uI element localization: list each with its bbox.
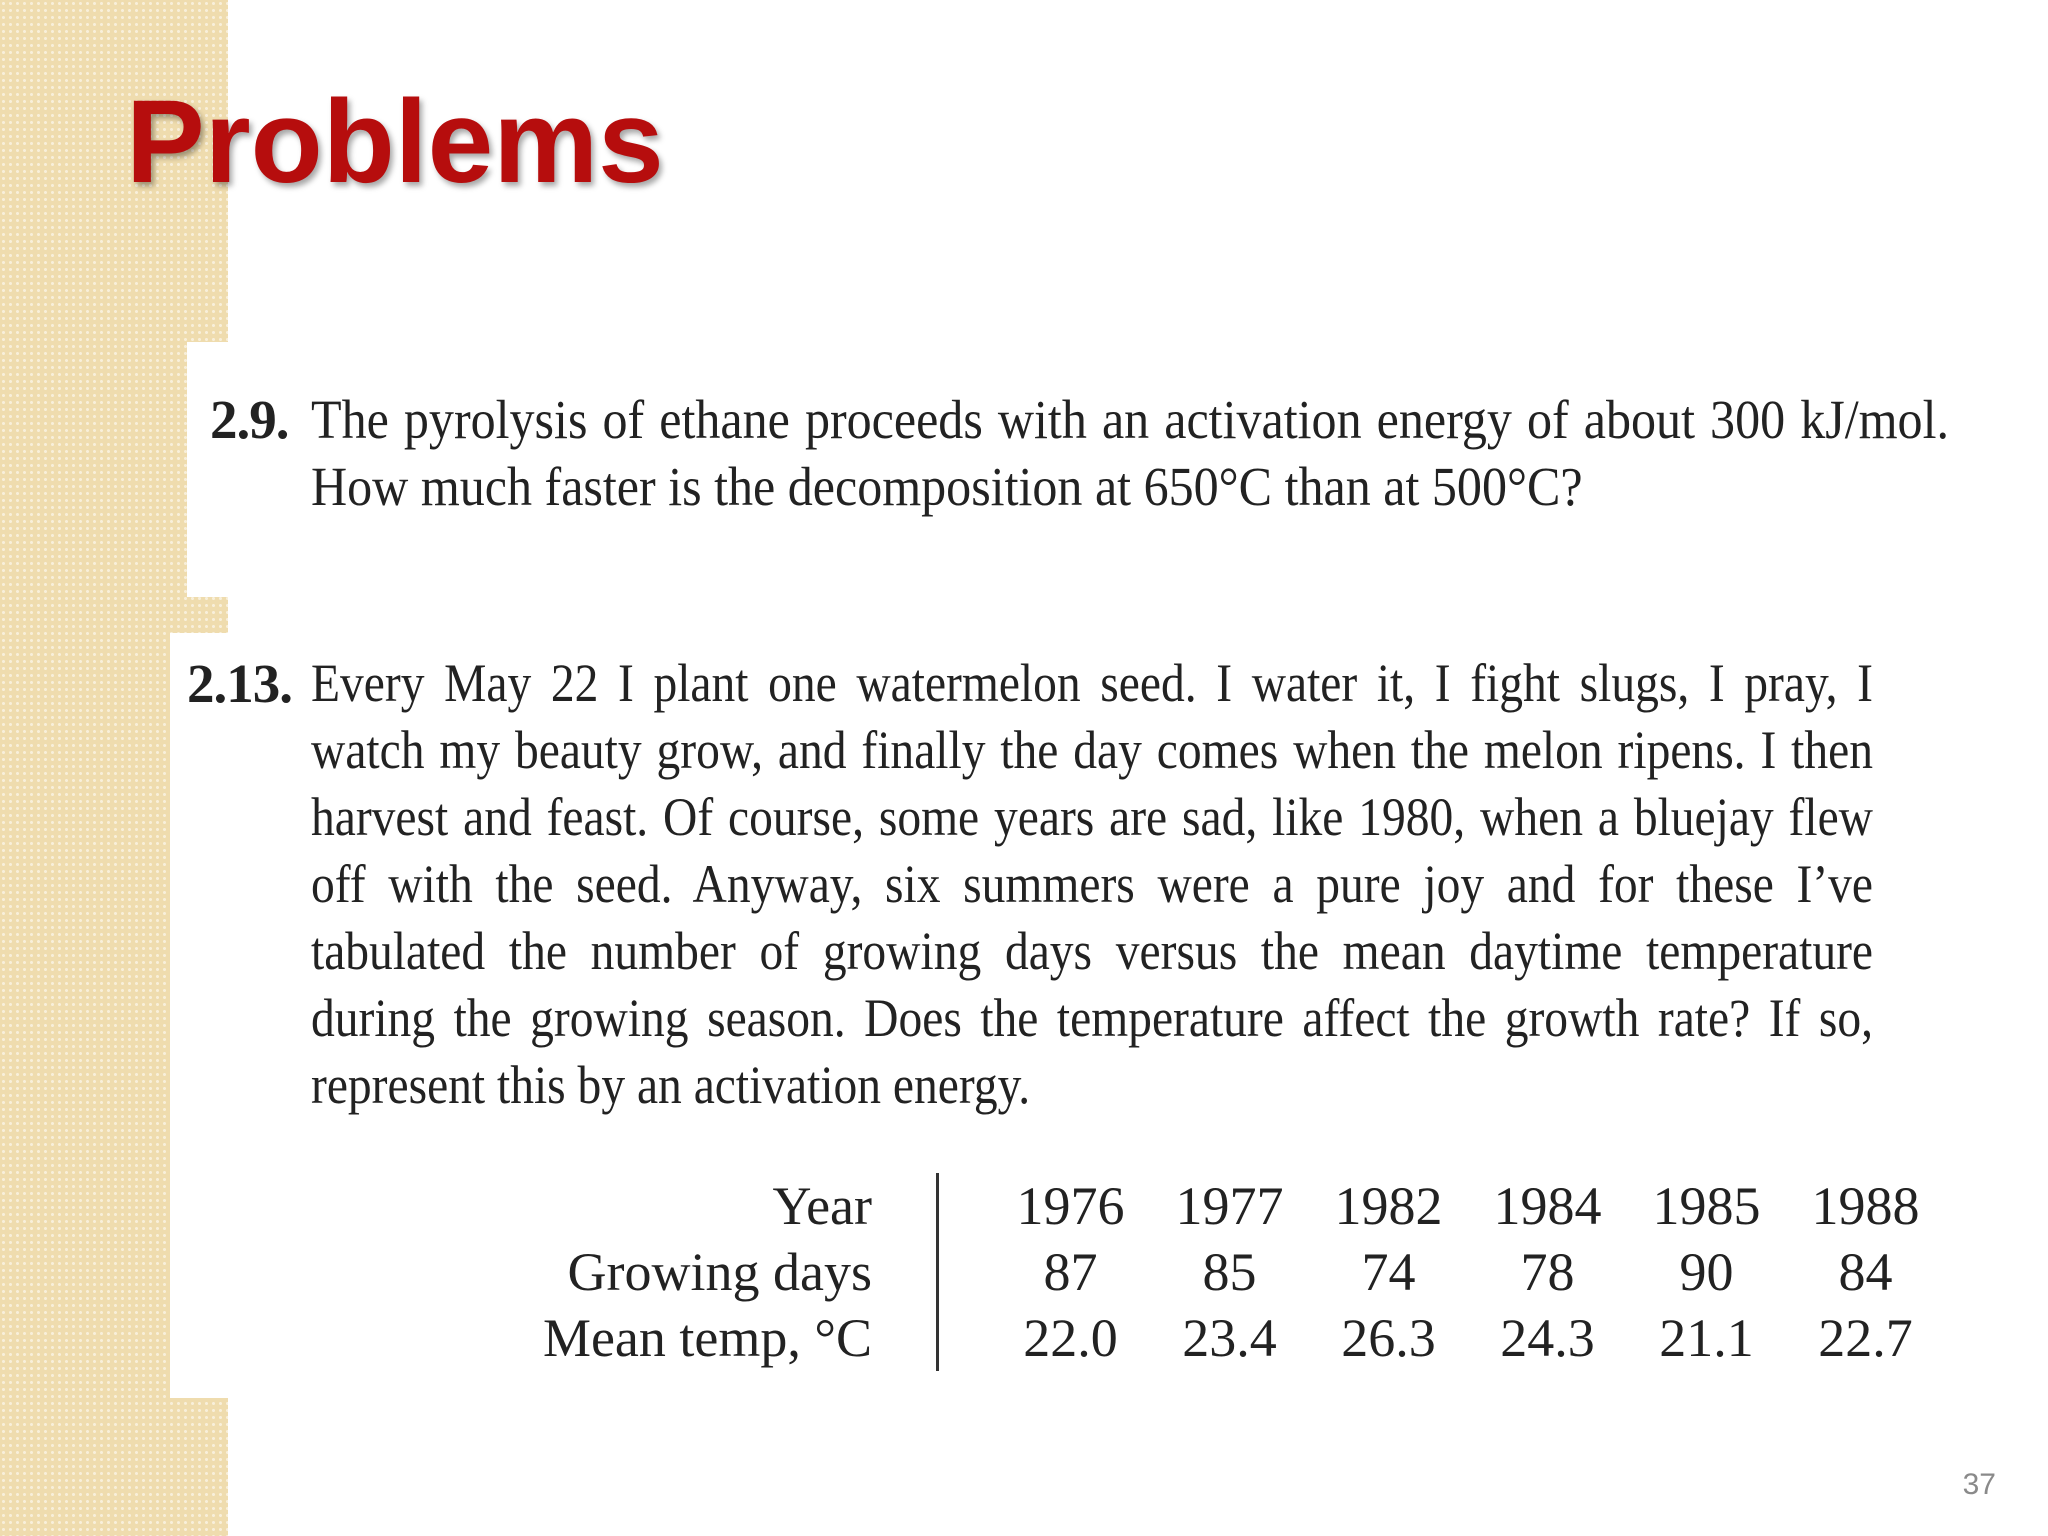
table-cell: 1982 <box>1334 1176 1443 1236</box>
table-cell: 24.3 <box>1500 1308 1595 1368</box>
table-cell: 78 <box>1520 1242 1575 1302</box>
page-number: 37 <box>1962 1468 1996 1501</box>
table-cell: 85 <box>1202 1242 1257 1302</box>
table-row-growing-days <box>370 1239 1945 1305</box>
table-cell: 26.3 <box>1341 1308 1436 1368</box>
row-label: Growing days <box>370 1239 938 1305</box>
problem-2-13 <box>170 633 1950 1398</box>
problem-2-9 <box>187 342 1950 597</box>
table-cell: 1977 <box>1175 1176 1284 1236</box>
table-cell: 22.0 <box>1023 1308 1118 1368</box>
slide-title: Problems <box>126 76 664 208</box>
problem-text: The pyrolysis of ethane proceeds with an activation energy of about 300 kJ/mol. How much faster is the decomposition at 650°C than at 500°C? <box>311 389 1949 517</box>
row-label: Mean temp, °C <box>370 1305 938 1371</box>
table-row-mean-temp <box>370 1305 1945 1371</box>
table-cell: 1976 <box>1016 1176 1125 1236</box>
table-cell: 1985 <box>1652 1176 1761 1236</box>
table-cell: 87 <box>1043 1242 1098 1302</box>
table-cell: 90 <box>1679 1242 1734 1302</box>
problem-text: Every May 22 I plant one watermelon seed. I water it, I fight slugs, I pray, I watch my beauty grow, and finally the day comes when the melon ripens. I then harvest and feast. Of course, some years are sad, like 1980, when a bluejay flew off with the seed. Anyway, six summers were a pure joy and for these I’ve tabulated the number of growing days versus the mean daytime temperature during the growing season. Does the temperature affect the growth rate? If so, represent this by an activation energy. <box>311 653 1873 1115</box>
table-cell: 1988 <box>1811 1176 1920 1236</box>
problem-number: 2.9. <box>210 389 289 450</box>
table-row-year <box>370 1173 1945 1239</box>
table-cell: 74 <box>1361 1242 1416 1302</box>
data-table <box>370 1173 1945 1371</box>
row-label: Year <box>370 1173 938 1239</box>
table-cell: 23.4 <box>1182 1308 1277 1368</box>
table-cell: 1984 <box>1493 1176 1602 1236</box>
table-cell: 22.7 <box>1818 1308 1913 1368</box>
table-cell: 84 <box>1838 1242 1893 1302</box>
problem-number: 2.13. <box>187 653 292 714</box>
table-cell: 21.1 <box>1659 1308 1754 1368</box>
